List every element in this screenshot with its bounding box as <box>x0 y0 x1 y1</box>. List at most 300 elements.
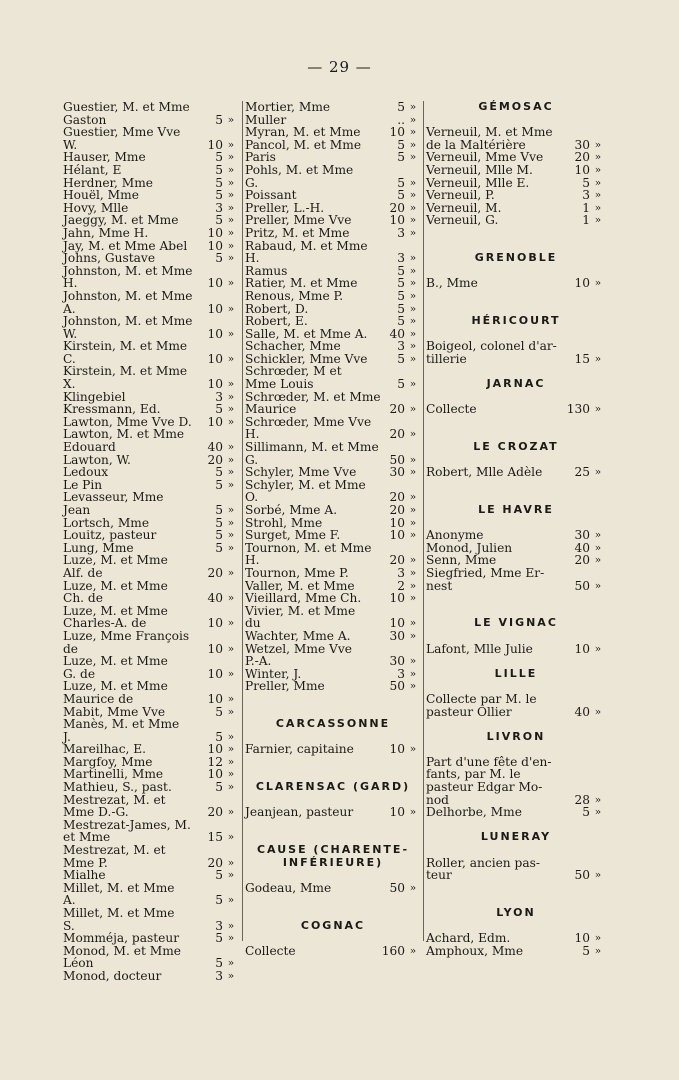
donor-name: de <box>63 641 79 656</box>
donation-entry <box>63 567 239 580</box>
section-heading: LUNERAY <box>480 830 552 844</box>
donation-amount: 10 <box>207 326 223 341</box>
donor-name: Lortsch, Mme <box>63 515 150 530</box>
donor-name: Farnier, capitaine <box>245 742 354 757</box>
donor-name: Pancol, M. et Mme <box>245 137 362 152</box>
ditto-mark: » <box>594 932 602 945</box>
donation-amount: 20 <box>207 565 223 580</box>
donation-amount: 50 <box>574 868 590 883</box>
donation-entry <box>63 315 239 328</box>
ditto-mark: » <box>409 113 417 126</box>
donation-amount: 5 <box>397 188 405 203</box>
donation-amount: 20 <box>389 490 405 505</box>
donation-entry <box>245 743 421 756</box>
donation-entry <box>426 932 606 945</box>
donor-name: Robert, D. <box>245 301 309 316</box>
donation-amount: 5 <box>215 213 223 228</box>
donation-amount: 5 <box>215 729 223 744</box>
donation-entry <box>426 164 606 177</box>
ditto-mark: » <box>227 441 235 454</box>
donor-name: Preller, Mme Vve <box>245 213 352 228</box>
donation-entry <box>245 441 421 454</box>
donation-entry <box>245 126 421 139</box>
donation-entry <box>63 227 239 240</box>
donation-amount: 1 <box>582 200 590 215</box>
ditto-mark: » <box>227 516 235 529</box>
donation-entry <box>245 882 421 895</box>
donor-name: Myran, M. et Mme <box>245 125 361 140</box>
spacer <box>426 882 606 895</box>
donation-amount: 5 <box>215 112 223 127</box>
donation-entry <box>63 907 239 920</box>
spacer <box>245 819 421 832</box>
ditto-mark: » <box>227 869 235 882</box>
donor-name: Verneuil, G. <box>426 213 499 228</box>
section-heading: LIVRON <box>486 729 546 743</box>
donation-amount: 5 <box>215 402 223 417</box>
donor-name: W. <box>63 137 78 152</box>
donation-amount: 40 <box>574 540 590 555</box>
donation-entry <box>426 529 606 542</box>
ditto-mark: » <box>594 466 602 479</box>
donation-entry <box>63 290 239 303</box>
ditto-mark: » <box>409 403 417 416</box>
ditto-mark: » <box>409 592 417 605</box>
donation-amount: 5 <box>215 956 223 971</box>
donation-amount: 15 <box>207 830 223 845</box>
donation-entry <box>426 869 606 882</box>
ditto-mark: » <box>409 466 417 479</box>
donation-entry <box>245 592 421 605</box>
donation-amount: 10 <box>389 213 405 228</box>
donation-entry <box>426 353 606 366</box>
donation-entry <box>63 164 239 177</box>
donor-name: H. <box>245 251 260 266</box>
donation-amount: 5 <box>397 100 405 114</box>
ditto-mark: » <box>409 201 417 214</box>
section-heading: LE CROZAT <box>473 440 559 454</box>
donor-name: Delhorbe, Mme <box>426 805 522 820</box>
ditto-mark: » <box>409 881 417 894</box>
donor-name: Johnston, M. et Mme <box>63 314 193 329</box>
section-heading: LE HAVRE <box>478 503 554 516</box>
donor-name: Alf. de <box>63 565 103 580</box>
ditto-mark: » <box>409 491 417 504</box>
donor-name: H. <box>245 427 260 442</box>
donor-name: Maurice <box>245 402 297 417</box>
ditto-mark: » <box>594 869 602 882</box>
donation-amount: 30 <box>389 628 405 643</box>
ditto-mark: » <box>409 289 417 302</box>
donor-name: Lafont, Mlle Julie <box>426 641 533 656</box>
spacer <box>426 290 606 303</box>
ditto-mark: » <box>409 378 417 391</box>
donation-amount: 10 <box>207 225 223 240</box>
ditto-mark: » <box>409 277 417 290</box>
donor-name: Louitz, pasteur <box>63 528 157 543</box>
donation-amount: 5 <box>582 175 590 190</box>
ditto-mark: » <box>227 730 235 743</box>
donor-name: Luze, M. et Mme <box>63 679 168 694</box>
donor-name: H. <box>245 553 260 568</box>
donor-name: fants, par M. le <box>426 767 521 782</box>
donation-amount: 5 <box>215 175 223 190</box>
donor-name: Rabaud, M. et Mme <box>245 238 368 253</box>
donation-entry <box>426 277 606 290</box>
donation-amount: 50 <box>574 578 590 593</box>
donation-amount: 10 <box>574 931 590 946</box>
ditto-mark: » <box>227 743 235 756</box>
ditto-mark: » <box>409 667 417 680</box>
ditto-mark: » <box>227 226 235 239</box>
section-heading: HÉRICOURT <box>471 314 561 328</box>
spacer <box>426 844 606 857</box>
donor-name: Part d'une fête d'en- <box>426 754 552 769</box>
donor-name: Ch. de <box>63 591 103 606</box>
donor-name: Schyler, Mme Vve <box>245 465 357 480</box>
donation-amount: 5 <box>397 377 405 392</box>
donor-name: Monod, M. et Mme <box>63 943 182 958</box>
ditto-mark: » <box>594 163 602 176</box>
donor-name: Amphoux, Mme <box>426 943 524 958</box>
donation-amount: 20 <box>389 503 405 517</box>
ditto-mark: » <box>227 163 235 176</box>
donation-entry <box>426 945 606 958</box>
donor-name: Renous, Mme P. <box>245 288 344 303</box>
donor-name: Herdner, Mme <box>63 175 154 190</box>
spacer <box>426 416 606 429</box>
section-heading: COGNAC <box>300 918 366 932</box>
ditto-mark: » <box>594 806 602 819</box>
ditto-mark: » <box>409 680 417 693</box>
ditto-mark: » <box>227 806 235 819</box>
donor-name: Lawton, M. et Mme <box>63 427 185 442</box>
donation-amount: 28 <box>574 792 590 807</box>
donation-amount: 20 <box>389 553 405 568</box>
donation-entry <box>245 240 421 253</box>
donor-name: Levasseur, Mme <box>63 490 164 505</box>
donation-entry <box>245 403 421 416</box>
ditto-mark: » <box>409 302 417 315</box>
donation-amount: 5 <box>215 188 223 203</box>
donation-entry <box>426 466 606 479</box>
donor-name: Collecte <box>426 402 477 417</box>
donor-name: G. de <box>63 666 96 681</box>
ditto-mark: » <box>227 327 235 340</box>
donor-name: C. <box>63 351 76 366</box>
ditto-mark: » <box>227 466 235 479</box>
donation-entry <box>245 567 421 580</box>
ditto-mark: » <box>227 768 235 781</box>
donation-amount: 10 <box>207 666 223 681</box>
ditto-mark: » <box>227 239 235 252</box>
donation-amount: 5 <box>397 137 405 152</box>
donor-name: Charles-A. de <box>63 616 147 631</box>
donation-amount: 5 <box>397 314 405 329</box>
donor-name: Strohl, Mme <box>245 515 323 530</box>
donation-entry <box>245 290 421 303</box>
ditto-mark: » <box>409 315 417 328</box>
donor-name: Vivier, M. et Mme <box>245 603 356 618</box>
donor-name: Schrœder, M. et Mme <box>245 389 381 404</box>
spacer <box>426 592 606 605</box>
donor-name: Surget, Mme F. <box>245 528 341 543</box>
donor-name: Roller, ancien pas- <box>426 855 540 870</box>
donation-entry <box>426 580 606 593</box>
donor-name: W. <box>63 326 78 341</box>
ditto-mark: » <box>409 138 417 151</box>
donation-entry <box>63 932 239 945</box>
donor-name: Robert, Mlle Adèle <box>426 465 543 480</box>
donation-amount: 20 <box>389 402 405 417</box>
donation-entry <box>245 655 421 668</box>
donation-entry <box>63 340 239 353</box>
donation-entry <box>426 126 606 139</box>
spacer <box>426 743 606 756</box>
spacer <box>426 718 606 731</box>
donor-name: Ratier, M. et Mme <box>245 276 358 291</box>
ditto-mark: » <box>227 894 235 907</box>
donation-amount: 5 <box>582 943 590 958</box>
donation-amount: 5 <box>215 868 223 883</box>
ditto-mark: » <box>227 667 235 680</box>
donor-name: Schacher, Mme <box>245 339 341 354</box>
ditto-mark: » <box>409 566 417 579</box>
ditto-mark: » <box>227 378 235 391</box>
donation-amount: 20 <box>207 452 223 467</box>
ditto-mark: » <box>227 932 235 945</box>
donor-name: Verneuil, Mlle M. <box>426 162 533 177</box>
donor-name: Ledoux <box>63 465 109 480</box>
donor-name: Preller, L.-H. <box>245 200 325 215</box>
donation-entry <box>63 718 239 731</box>
ditto-mark: » <box>409 516 417 529</box>
donor-name: Valler, M. et Mme <box>245 578 355 593</box>
donor-name: Achard, Edm. <box>426 931 511 946</box>
column-3 <box>426 101 606 957</box>
donor-name: Mathieu, S., past. <box>63 780 172 795</box>
donation-amount: 30 <box>389 465 405 480</box>
donation-amount: 10 <box>574 162 590 177</box>
donation-amount: 5 <box>397 276 405 291</box>
donor-name: Pritz, M. et Mme <box>245 225 350 240</box>
donor-name: Boigeol, colonel d'ar- <box>426 339 557 354</box>
donation-amount: 160 <box>381 943 405 958</box>
donor-name: Tournon, Mme P. <box>245 565 349 580</box>
section-heading: LYON <box>496 906 536 919</box>
donor-name: Anonyme <box>426 528 484 543</box>
donation-amount: 20 <box>207 855 223 870</box>
ditto-mark: » <box>227 352 235 365</box>
donor-name: S. <box>63 918 75 933</box>
donation-entry <box>63 378 239 391</box>
donor-name: Jahn, Mme H. <box>63 225 149 240</box>
donation-amount: 10 <box>207 137 223 152</box>
donor-name: Luze, M. et Mme <box>63 603 168 618</box>
donor-name: nest <box>426 578 453 593</box>
donation-amount: 5 <box>397 150 405 165</box>
donor-name: Guestier, M. et Mme <box>63 100 190 114</box>
spacer <box>245 894 421 907</box>
donor-name: Verneuil, P. <box>426 188 495 203</box>
donation-amount: 10 <box>207 238 223 253</box>
donor-name: Luze, M. et Mme <box>63 553 168 568</box>
section-heading: LE VIGNAC <box>474 616 558 630</box>
donor-name: Klingebiel <box>63 389 126 404</box>
donor-name: Millet, M. et Mme <box>63 906 175 920</box>
donation-amount: 5 <box>582 805 590 820</box>
ditto-mark: » <box>409 101 417 113</box>
donor-name: Schrœder, Mme Vve <box>245 414 372 429</box>
donation-entry <box>63 655 239 668</box>
donation-entry <box>426 403 606 416</box>
donation-entry <box>63 504 239 517</box>
donation-amount: 30 <box>574 137 590 152</box>
ditto-mark: » <box>594 529 602 542</box>
column-divider <box>423 101 424 941</box>
donor-name: Lawton, W. <box>63 452 131 467</box>
ditto-mark: » <box>594 793 602 806</box>
donation-amount: 3 <box>397 565 405 580</box>
donation-amount: 2 <box>397 578 405 593</box>
ditto-mark: » <box>594 352 602 365</box>
ditto-mark: » <box>227 541 235 554</box>
ditto-mark: » <box>227 957 235 970</box>
donation-entry <box>63 743 239 756</box>
donation-amount: 10 <box>207 377 223 392</box>
ditto-mark: » <box>594 541 602 554</box>
donation-amount: 5 <box>397 351 405 366</box>
donor-name: Margfoy, Mme <box>63 754 153 769</box>
ditto-mark: » <box>594 277 602 290</box>
donor-name: Hélant, E <box>63 162 122 177</box>
donation-entry <box>245 378 421 391</box>
donation-amount: 5 <box>215 893 223 908</box>
donor-name: Jaeggy, M. et Mme <box>63 213 179 228</box>
spacer <box>426 227 606 240</box>
donation-entry <box>426 806 606 819</box>
donor-name: Tournon, M. et Mme <box>245 540 372 555</box>
donation-amount: 5 <box>215 465 223 480</box>
donor-name: nod <box>426 792 449 807</box>
donation-amount: 10 <box>207 641 223 656</box>
donation-entry <box>426 214 606 227</box>
donor-name: Jay, M. et Mme Abel <box>63 238 188 253</box>
donor-name: Poissant <box>245 188 297 203</box>
donation-entry <box>426 567 606 580</box>
donor-name: J. <box>63 729 71 744</box>
donor-name: Jean <box>63 503 91 517</box>
donation-amount: 1 <box>582 213 590 228</box>
ditto-mark: » <box>594 403 602 416</box>
donation-amount: 20 <box>574 150 590 165</box>
donation-amount: 30 <box>389 654 405 669</box>
ditto-mark: » <box>409 655 417 668</box>
donor-name: Wachter, Mme A. <box>245 628 351 643</box>
donation-amount: 5 <box>215 162 223 177</box>
donor-name: Collecte par M. le <box>426 691 537 706</box>
donation-amount: 15 <box>574 351 590 366</box>
ditto-mark: » <box>227 176 235 189</box>
donation-amount: 30 <box>574 528 590 543</box>
donor-name: Verneuil, M. <box>426 200 502 215</box>
donation-entry <box>63 781 239 794</box>
donation-amount: 5 <box>215 477 223 492</box>
donor-name: Mialhe <box>63 868 106 883</box>
donor-name: Lawton, Mme Vve D. <box>63 414 192 429</box>
donation-entry <box>426 340 606 353</box>
donation-entry <box>245 630 421 643</box>
donor-name: Mareilhac, E. <box>63 742 147 757</box>
donor-name: G. <box>245 452 259 467</box>
ditto-mark: » <box>227 453 235 466</box>
ditto-mark: » <box>227 113 235 126</box>
donation-amount: 3 <box>397 339 405 354</box>
donor-name: Johnston, M. et Mme <box>63 288 193 303</box>
section-heading: GRENOBLE <box>474 251 558 265</box>
donor-name: P.-A. <box>245 654 272 669</box>
donation-amount: 40 <box>207 440 223 455</box>
donor-name: A. <box>63 301 76 316</box>
donor-name: Gaston <box>63 112 107 127</box>
ditto-mark: » <box>409 151 417 164</box>
ditto-mark: » <box>594 705 602 718</box>
donation-entry <box>426 781 606 794</box>
donor-name: Kressmann, Ed. <box>63 402 161 417</box>
donation-amount: 3 <box>215 968 223 983</box>
donation-amount: 10 <box>207 691 223 706</box>
ditto-mark: » <box>227 390 235 403</box>
donor-name: Johns, Gustave <box>63 251 156 266</box>
ditto-mark: » <box>594 189 602 202</box>
donation-entry <box>63 693 239 706</box>
donor-name: Martinelli, Mme <box>63 767 164 782</box>
donation-amount: 10 <box>207 767 223 782</box>
donation-amount: 10 <box>207 276 223 291</box>
donor-name: Muller <box>245 112 287 127</box>
donation-entry <box>63 466 239 479</box>
donation-amount: 3 <box>397 666 405 681</box>
donation-entry <box>63 189 239 202</box>
donation-entry <box>63 882 239 895</box>
ditto-mark: » <box>227 214 235 227</box>
donation-amount: 10 <box>389 125 405 140</box>
ditto-mark: » <box>227 919 235 932</box>
spacer <box>245 756 421 769</box>
donation-amount: 40 <box>207 591 223 606</box>
donor-name: X. <box>63 377 76 392</box>
ditto-mark: » <box>409 352 417 365</box>
ditto-mark: » <box>594 554 602 567</box>
donation-entry <box>245 227 421 240</box>
donor-name: Verneuil, M. et Mme <box>426 125 553 140</box>
donor-name: Schickler, Mme Vve <box>245 351 368 366</box>
donation-entry <box>245 945 421 958</box>
ditto-mark: » <box>227 151 235 164</box>
donation-amount: 3 <box>582 188 590 203</box>
donation-entry <box>245 340 421 353</box>
donor-name: Mabit, Mme Vve <box>63 704 166 719</box>
page-number: — 29 — <box>307 58 372 76</box>
donor-name: Lung, Mme <box>63 540 134 555</box>
ditto-mark: » <box>409 226 417 239</box>
ditto-mark: » <box>227 617 235 630</box>
spacer <box>426 630 606 643</box>
donation-amount: 10 <box>389 528 405 543</box>
donor-name: Collecte <box>245 943 296 958</box>
donation-amount: 5 <box>215 251 223 266</box>
donor-name: Léon <box>63 956 94 971</box>
